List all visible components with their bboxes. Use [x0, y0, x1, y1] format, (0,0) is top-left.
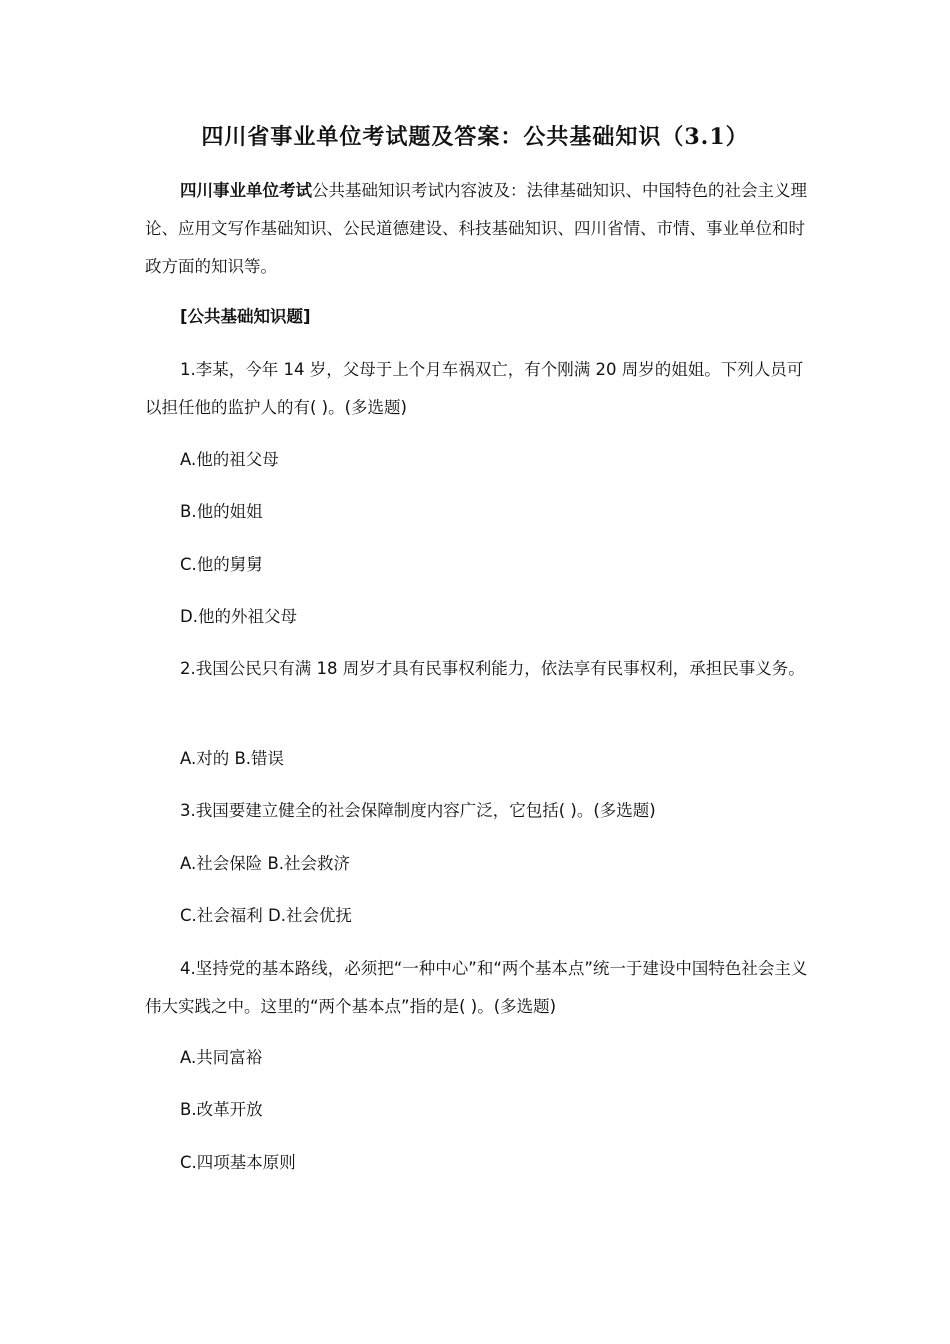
- question-3-options-cd: C.社会福利 D.社会优抚: [180, 906, 352, 925]
- question-1: 1.李某，今年 14 岁，父母于上个月车祸双亡，有个刚满 20 周岁的姐姐。下列人员可以担任他的监护人的有( )。(多选题): [145, 360, 804, 417]
- section-heading: [公共基础知识题]: [180, 307, 311, 326]
- intro-bold-lead: 四川事业单位考试: [180, 181, 312, 200]
- document-title: 四川省事业单位考试题及答案：公共基础知识（3.1）: [201, 124, 749, 150]
- question-3: 3.我国要建立健全的社会保障制度内容广泛，它包括( )。(多选题): [180, 801, 656, 820]
- question-3-options-ab: A.社会保险 B.社会救济: [180, 854, 351, 873]
- question-2-options: A.对的 B.错误: [180, 749, 285, 768]
- question-4-option-a: A.共同富裕: [180, 1048, 263, 1067]
- question-4-option-c: C.四项基本原则: [180, 1153, 296, 1172]
- question-1-option-d: D.他的外祖父母: [180, 607, 297, 626]
- question-1-option-a: A.他的祖父母: [180, 450, 279, 469]
- intro-text: 公共基础知识考试内容波及：法律基础知识、中国特色的社会主义理论、应用文写作基础知识、公民道德建设、科技基础知识、四川省情、市情、事业单位和时政方面的知识等。: [145, 181, 807, 276]
- question-2: 2.我国公民只有满 18 周岁才具有民事权利能力，依法享有民事权利，承担民事义务。: [180, 659, 805, 678]
- question-1-option-b: B.他的姐姐: [180, 502, 263, 521]
- question-1-option-c: C.他的舅舅: [180, 555, 263, 574]
- intro-paragraph: [145, 172, 810, 286]
- question-4-option-b: B.改革开放: [180, 1100, 263, 1119]
- question-4: 4.坚持党的基本路线，必须把“一种中心”和“两个基本点”统一于建设中国特色社会主义伟大实践之中。这里的“两个基本点”指的是( )。(多选题): [145, 959, 808, 1016]
